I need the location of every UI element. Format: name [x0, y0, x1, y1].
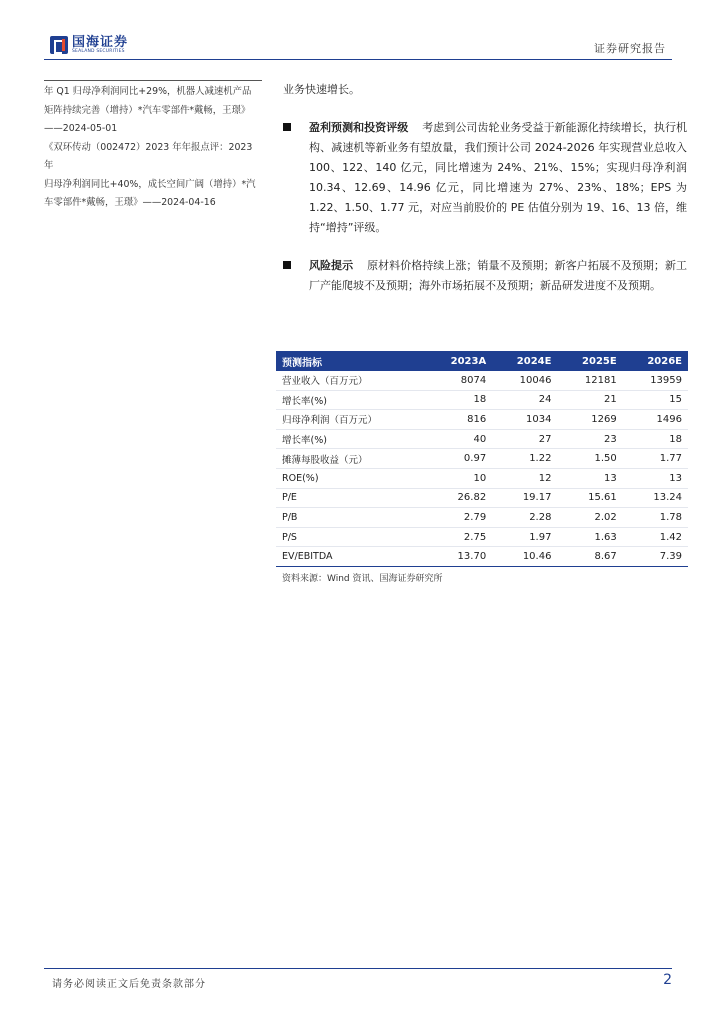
table-cell: 1.77 [623, 449, 688, 469]
table-cell: 0.97 [426, 449, 493, 469]
table-row [276, 488, 688, 508]
table-cell: 13959 [623, 371, 688, 390]
report-type: 证券研究报告 [594, 42, 666, 55]
page-footer [44, 968, 672, 990]
table-cell: 15.61 [557, 488, 622, 508]
risk-body: 原材料价格持续上涨；销量不及预期；新客户拓展不及预期；新工厂产能爬坡不及预期；海外市场拓展不及预期；新品研发进度不及预期。 [309, 259, 687, 292]
table-header-cell: 2026E [623, 351, 688, 371]
table-cell: 8.67 [557, 547, 622, 567]
related-report-line: ——2024-05-01 [44, 123, 118, 134]
table-cell: 7.39 [623, 547, 688, 567]
table-cell: 8074 [426, 371, 493, 390]
table-cell: 增长率(%) [276, 429, 426, 449]
table-row [276, 547, 688, 567]
table-row [276, 371, 688, 390]
table-cell: ROE(%) [276, 468, 426, 488]
risk-title: 风险提示 [309, 259, 354, 272]
table-cell: 2.02 [557, 508, 622, 528]
table-cell: 1.97 [492, 527, 557, 547]
table-cell: 2.28 [492, 508, 557, 528]
risk-section [283, 256, 687, 296]
table-cell: P/E [276, 488, 426, 508]
table-cell: 10046 [492, 371, 557, 390]
logo-icon [50, 36, 68, 54]
table-cell: 19.17 [492, 488, 557, 508]
logo-subtitle: SEALAND SECURITIES [72, 48, 125, 54]
table-cell: 27 [492, 429, 557, 449]
table-cell: P/B [276, 508, 426, 528]
table-row [276, 508, 688, 528]
table-cell: P/S [276, 527, 426, 547]
table-cell: 18 [623, 429, 688, 449]
related-report-line: 归母净利润同比+40%，成长空间广阔（增持）*汽 [44, 178, 256, 190]
table-cell: 15 [623, 390, 688, 410]
table-cell: 增长率(%) [276, 390, 426, 410]
square-bullet-icon [283, 123, 291, 131]
page-header [44, 28, 672, 60]
table-cell: 12 [492, 468, 557, 488]
table-cell: 816 [426, 410, 493, 430]
table-cell: 26.82 [426, 488, 493, 508]
table-cell: 12181 [557, 371, 622, 390]
table-cell: 18 [426, 390, 493, 410]
table-row [276, 468, 688, 488]
table-row [276, 449, 688, 469]
related-reports [44, 80, 262, 213]
table-cell: EV/EBITDA [276, 547, 426, 567]
related-report-line: 《双环传动（002472）2023 年年报点评：2023 年 [44, 141, 253, 171]
table-header-cell: 2024E [492, 351, 557, 371]
main-content [283, 80, 687, 296]
table-row [276, 410, 688, 430]
table-cell: 1496 [623, 410, 688, 430]
logo-name: 国海证券 [72, 34, 129, 50]
table-header-row [276, 351, 688, 371]
related-report-line: 矩阵持续完善（增持）*汽车零部件*戴畅，王璟》 [44, 104, 251, 116]
square-bullet-icon [283, 261, 291, 269]
table-row [276, 429, 688, 449]
table-cell: 1.63 [557, 527, 622, 547]
table-cell: 23 [557, 429, 622, 449]
table-cell: 1.22 [492, 449, 557, 469]
table-cell: 1.50 [557, 449, 622, 469]
table-cell: 13.24 [623, 488, 688, 508]
table-header-cell: 2025E [557, 351, 622, 371]
intro-text: 业务快速增长。 [283, 83, 360, 96]
related-report-line: 年 Q1 归母净利润同比+29%，机器人减速机产品 [44, 86, 252, 97]
table-cell: 13.70 [426, 547, 493, 567]
table-cell: 21 [557, 390, 622, 410]
table-cell: 1269 [557, 410, 622, 430]
footer-divider [44, 968, 672, 969]
table-cell: 1034 [492, 410, 557, 430]
table-cell: 2.79 [426, 508, 493, 528]
table-cell: 营业收入（百万元） [276, 371, 426, 390]
forecast-table [276, 351, 688, 567]
company-logo [50, 32, 128, 58]
table-cell: 40 [426, 429, 493, 449]
table-cell: 归母净利润（百万元） [276, 410, 426, 430]
forecast-body: 考虑到公司齿轮业务受益于新能源化持续增长，执行机构、减速机等新业务有望放量，我们预计公司 2024-2026 年实现营业总收入 100、122、140 亿元，同比增速为 24%、21%、15%；实现归母净利润 10.34、12.69、14.96 亿元，同比增速为 27%、23%、18%；EPS 为 1.22、1.50、1.77 元，对应当前股价的 PE 估值分别为 19、16、13 倍，维持“增持”评级。 [309, 121, 687, 234]
table-cell: 1.42 [623, 527, 688, 547]
table-row [276, 527, 688, 547]
table-cell: 2.75 [426, 527, 493, 547]
forecast-title: 盈利预测和投资评级 [309, 121, 409, 134]
table-cell: 10.46 [492, 547, 557, 567]
table-cell: 13 [557, 468, 622, 488]
page-number: 2 [663, 972, 672, 988]
table-cell: 24 [492, 390, 557, 410]
table-cell: 13 [623, 468, 688, 488]
forecast-table-container [276, 351, 688, 584]
forecast-section [283, 118, 687, 238]
table-header-cell: 2023A [426, 351, 493, 371]
table-source: 资料来源：Wind 资讯、国海证券研究所 [282, 573, 443, 584]
related-report-line: 车零部件*戴畅，王璟》——2024-04-16 [44, 197, 216, 208]
table-cell: 1.78 [623, 508, 688, 528]
table-header-cell: 预测指标 [276, 351, 426, 371]
header-divider [44, 59, 672, 60]
table-cell: 10 [426, 468, 493, 488]
table-cell: 摊薄每股收益（元） [276, 449, 426, 469]
table-row [276, 390, 688, 410]
disclaimer-text: 请务必阅读正文后免责条款部分 [52, 979, 206, 990]
